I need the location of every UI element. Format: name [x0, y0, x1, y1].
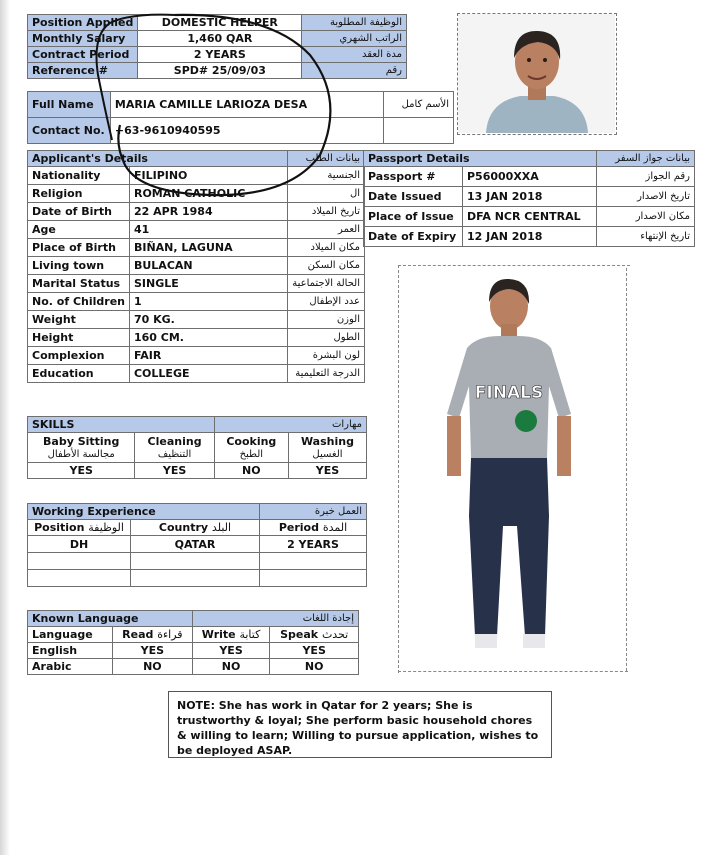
skill-name [28, 433, 135, 463]
applicant-arabic: مكان الميلاد [288, 239, 365, 257]
language-row [28, 643, 359, 659]
top-info-value: 2 YEARS [138, 47, 302, 63]
skill-name-ar: الطبخ [239, 448, 264, 460]
applicant-label: Date of Birth [28, 203, 130, 221]
passport-arabic: رقم الجواز [597, 167, 695, 187]
applicant-label: Marital Status [28, 275, 130, 293]
top-info-value: DOMESTIC HELPER [138, 15, 302, 31]
applicant-arabic: عدد الإطفال [288, 293, 365, 311]
passport-value: P56000XXA [463, 167, 597, 187]
applicant-label: Religion [28, 185, 130, 203]
language-write: YES [192, 643, 270, 659]
skills-header: SKILLS [28, 417, 215, 433]
applicant-label: Complexion [28, 347, 130, 365]
applicant-value: BIÑAN, LAGUNA [129, 239, 287, 257]
applicant-arabic: الجنسية [288, 167, 365, 185]
skill-value: YES [135, 463, 214, 479]
applicant-row [28, 347, 365, 365]
applicant-label: Nationality [28, 167, 130, 185]
skill-name-en: Baby Sitting [43, 434, 120, 448]
full-name-value: MARIA CAMILLE LARIOZA DESA [110, 92, 383, 118]
applicant-label: Height [28, 329, 130, 347]
applicant-arabic: الوزن [288, 311, 365, 329]
contact-value: +63-9610940595 [110, 118, 383, 144]
skill-name-ar: مجالسة الأطفال [47, 448, 115, 460]
applicant-value: ROMAN CATHOLIC [129, 185, 287, 203]
page-shadow [0, 0, 10, 855]
note-box: NOTE: She has work in Qatar for 2 years; She is trustworthy & loyal; She perform basic household chores & willing to learn; Willing to pursue application, wishes to be deployed ASAP. [168, 691, 552, 758]
experience-row [28, 536, 367, 553]
applicant-arabic: الحالة الاجتماعية [288, 275, 365, 293]
applicant-label: Living town [28, 257, 130, 275]
language-speak: NO [270, 659, 359, 675]
skill-value: YES [288, 463, 366, 479]
language-row [28, 659, 359, 675]
full-body-photo [399, 266, 631, 671]
skill-name-ar: الغسيل [312, 448, 343, 460]
skills-table [27, 416, 367, 479]
language-col-language: Language [28, 627, 113, 643]
applicant-label: No. of Children [28, 293, 130, 311]
experience-col-position: Position الوظيفة [28, 520, 131, 536]
skill-value: YES [28, 463, 135, 479]
passport-label: Place of Issue [364, 207, 463, 227]
passport-row [364, 187, 695, 207]
applicant-label: Age [28, 221, 130, 239]
applicant-arabic: العمر [288, 221, 365, 239]
skill-name-en: Cleaning [147, 434, 202, 448]
working-experience-table [27, 503, 367, 587]
skill-name [214, 433, 288, 463]
language-speak: YES [270, 643, 359, 659]
portrait-photo-frame [457, 13, 617, 135]
skill-value: NO [214, 463, 288, 479]
portrait-photo [458, 14, 615, 133]
language-header: Known Language [28, 611, 193, 627]
experience-col-period: Period المدة [260, 520, 367, 536]
language-name: English [28, 643, 113, 659]
passport-arabic: مكان الاصدار [597, 207, 695, 227]
passport-label: Date of Expiry [364, 227, 463, 247]
experience-header-arabic: العمل خبرة [260, 504, 367, 520]
passport-arabic: تاريخ الإنتهاء [597, 227, 695, 247]
language-col-read: Read قراءة [113, 627, 193, 643]
applicant-arabic: الدرجة التعليمية [288, 365, 365, 383]
known-language-table [27, 610, 359, 675]
passport-value: 13 JAN 2018 [463, 187, 597, 207]
applicant-row [28, 365, 365, 383]
top-info-arabic: الوظيفة المطلوبة [302, 15, 407, 31]
applicant-row [28, 221, 365, 239]
applicant-value: 1 [129, 293, 287, 311]
experience-period: 2 YEARS [260, 536, 367, 553]
applicant-value: SINGLE [129, 275, 287, 293]
applicant-row [28, 203, 365, 221]
applicant-arabic: مكان السكن [288, 257, 365, 275]
applicant-header: Applicant's Details [28, 151, 288, 167]
applicant-value: BULACAN [129, 257, 287, 275]
language-col-speak: Speak تحدث [270, 627, 359, 643]
skill-name [288, 433, 366, 463]
full-body-photo-frame [398, 265, 630, 673]
top-info-label: Reference # [28, 63, 138, 79]
applicant-arabic: لون البشرة [288, 347, 365, 365]
experience-header: Working Experience [28, 504, 260, 520]
applicant-row [28, 293, 365, 311]
applicant-label: Weight [28, 311, 130, 329]
top-info-value: SPD# 25/09/03 [138, 63, 302, 79]
passport-row [364, 167, 695, 187]
experience-position: DH [28, 536, 131, 553]
applicant-row [28, 239, 365, 257]
skills-header-arabic: مهارات [214, 417, 366, 433]
full-name-label: Full Name [28, 92, 111, 118]
experience-col-country: Country البلد [131, 520, 260, 536]
passport-value: 12 JAN 2018 [463, 227, 597, 247]
applicant-label: Place of Birth [28, 239, 130, 257]
passport-label: Date Issued [364, 187, 463, 207]
language-name: Arabic [28, 659, 113, 675]
passport-header-arabic: بيانات جواز السفر [597, 151, 695, 167]
top-info-label: Monthly Salary [28, 31, 138, 47]
skill-name [135, 433, 214, 463]
shirt-text: FINALS [474, 383, 544, 403]
language-header-arabic: إجادة اللغات [192, 611, 358, 627]
applicant-row [28, 329, 365, 347]
top-info-arabic: رقم [302, 63, 407, 79]
photo-frame-bottom-border [398, 671, 628, 673]
skill-name-en: Washing [300, 434, 354, 448]
applicant-arabic: تاريخ الميلاد [288, 203, 365, 221]
contact-label: Contact No. [28, 118, 111, 144]
top-info-arabic: الراتب الشهري [302, 31, 407, 47]
top-info-label: Position Applied [28, 15, 138, 31]
experience-country: QATAR [131, 536, 260, 553]
applicant-arabic: ال [288, 185, 365, 203]
applicant-row [28, 275, 365, 293]
applicant-value: 22 APR 1984 [129, 203, 287, 221]
top-info-label: Contract Period [28, 47, 138, 63]
skill-name-en: Cooking [226, 434, 277, 448]
language-read: NO [113, 659, 193, 675]
language-col-write: Write كتابة [192, 627, 270, 643]
top-info-arabic: مدة العقد [302, 47, 407, 63]
applicant-value: 160 CM. [129, 329, 287, 347]
passport-details-table [363, 150, 695, 247]
applicant-value: FAIR [129, 347, 287, 365]
passport-arabic: تاريخ الاصدار [597, 187, 695, 207]
full-name-arabic: الأسم كامل [383, 92, 453, 118]
applicant-value: 70 KG. [129, 311, 287, 329]
passport-value: DFA NCR CENTRAL [463, 207, 597, 227]
hand-drawn-circle [20, 5, 340, 205]
skill-name-ar: التنظيف [157, 448, 192, 460]
passport-header: Passport Details [364, 151, 597, 167]
applicant-label: Education [28, 365, 130, 383]
top-info-value: 1,460 QAR [138, 31, 302, 47]
applicant-value: 41 [129, 221, 287, 239]
applicant-row [28, 311, 365, 329]
language-write: NO [192, 659, 270, 675]
applicant-value: COLLEGE [129, 365, 287, 383]
passport-row [364, 227, 695, 247]
language-read: YES [113, 643, 193, 659]
applicant-row [28, 257, 365, 275]
applicant-value: FILIPINO [129, 167, 287, 185]
applicant-arabic: الطول [288, 329, 365, 347]
passport-label: Passport # [364, 167, 463, 187]
passport-row [364, 207, 695, 227]
photo-frame-right-border [626, 268, 628, 671]
applicant-header-arabic: بيانات الطلب [288, 151, 365, 167]
